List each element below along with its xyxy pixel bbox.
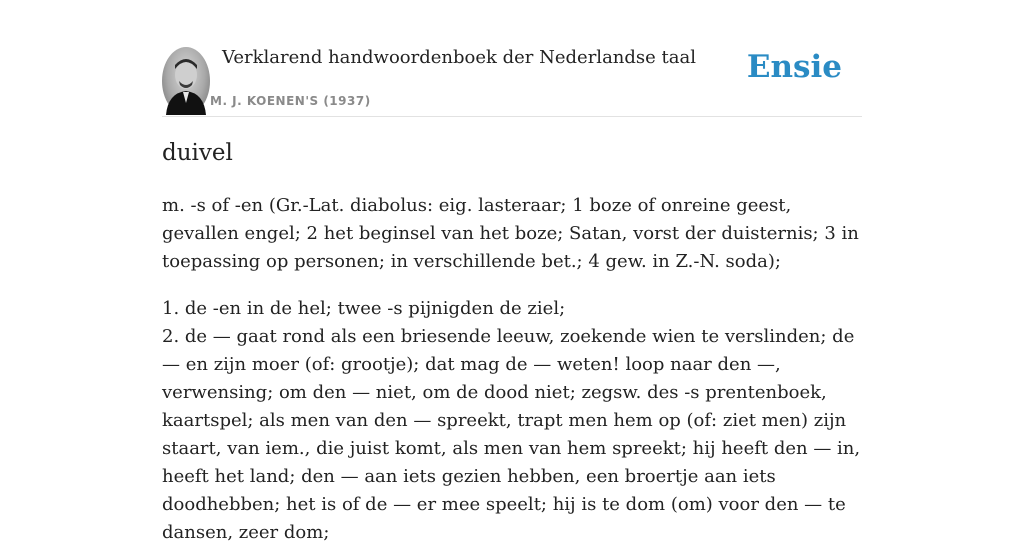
portrait-image <box>162 47 210 115</box>
sense-1: 1. de -en in de hel; twee -s pijnigden de ziel; <box>162 298 566 319</box>
entry-title: duivel <box>162 140 233 166</box>
book-title: Verklarend handwoordenboek der Nederlandse taal <box>222 47 696 68</box>
ensie-logo-link[interactable]: Ensie <box>746 49 842 85</box>
author-label: M. J. KOENEN'S (1937) <box>210 94 371 108</box>
header <box>162 44 862 117</box>
entry-definition: m. -s of -en (Gr.-Lat. diabolus: eig. lasteraar; 1 boze of onreine geest, gevallen engel; 2 het beginsel van het boze; Satan, vorst der duisternis; 3 in toepassing op personen; in verschillende bet.; 4 gew. in Z.-N. soda); <box>162 195 859 272</box>
entry-senses <box>162 295 862 547</box>
sense-2: 2. de — gaat rond als een briesende leeuw, zoekende wien te verslinden; de — en zijn moer (of: grootje); dat mag de — weten! loop naar den —, verwensing; om den — niet, om de dood niet; zegsw. des -s prentenboek, kaartspel; als men van den — spreekt, trapt men hem op (of: ziet men) zijn staart, van iem., die juist komt, als men van hem spreekt; hij heeft den — in, heeft het land; den — aan iets gezien hebben, een broertje aan iets doodhebben; het is of de — er mee speelt; hij is te dom (om) voor den — te dansen, zeer dom; <box>162 326 861 543</box>
entry-content <box>162 192 862 547</box>
author-portrait <box>162 47 210 115</box>
